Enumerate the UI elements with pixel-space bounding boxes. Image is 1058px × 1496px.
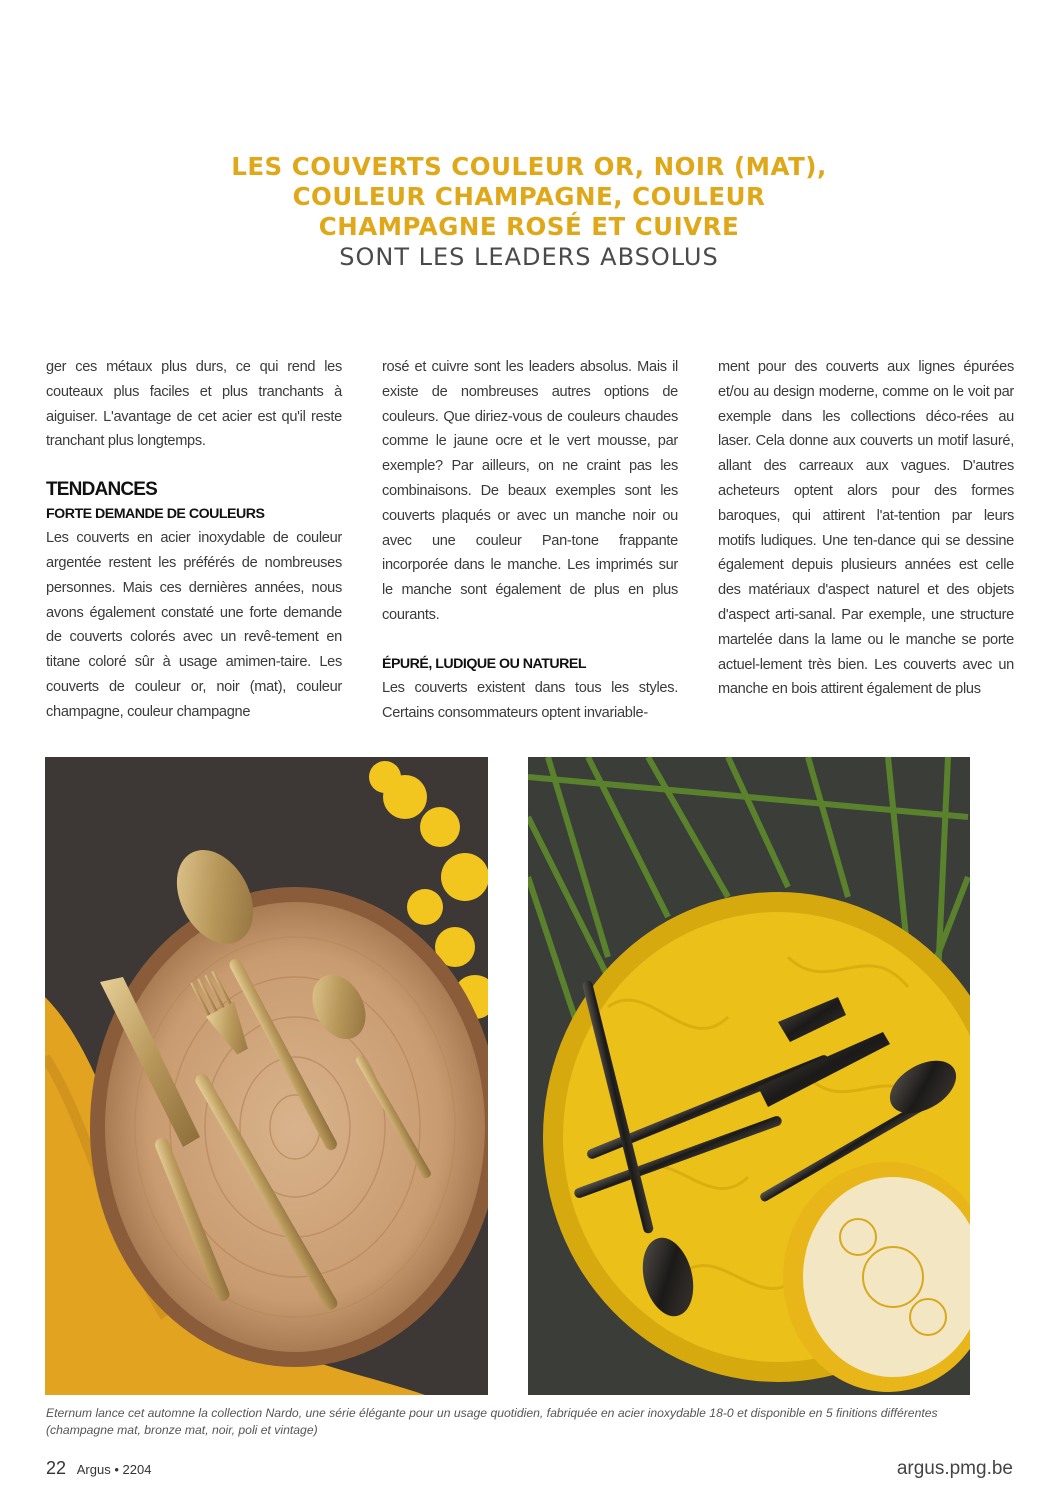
column3-body: ment pour des couverts aux lignes épurées et/ou au design moderne, comme on le voit par exemple dans les collections déco-rées au laser. Cela donne aux couverts un motif lasuré, allant des carreaux aux vagues. D'autres acheteurs optent alors pour des formes baroques, qui attirent l'at-tention par leurs motifs ludiques. Une ten-dance qui se dessine également depuis plusieurs années est celle des matériaux d'aspect naturel et des objets d'aspect arti-sanal. Par exemple, une structure martelée dans la lame ou le manche se porte actuel-lement très bien. Les couverts avec un manche en bois attirent également de plus — [718, 359, 1014, 698]
photo-black-cutlery — [528, 757, 970, 1395]
article-column-2 — [382, 355, 678, 725]
gold-cutlery-illustration — [45, 757, 488, 1395]
subheading-epure: ÉPURÉ, LUDIQUE OU NATUREL — [382, 655, 586, 672]
photo-caption: Eternum lance cet automne la collection Nardo, une série élégante pour un usage quotidien, fabriquée en acier inoxydable 18-0 et disponible en 5 finitions différentes (champagne mat, bronze mat, noir, poli et vintage) — [46, 1406, 938, 1437]
headline-line-1: LES COUVERTS COULEUR OR, NOIR (MAT), — [231, 152, 827, 181]
column1-body: Les couverts en acier inoxydable de couleur argentée restent les préférés de nombreuses personnes. Mais ces dernières années, nous avons également constaté une forte demande de couverts colorés avec un revê-tement en titane coloré sûr à usage amimen-taire. Les couverts de couleur or, noir (mat), couleur champagne, couleur champagne — [46, 530, 342, 720]
subheading-couleurs: FORTE DEMANDE DE COULEURS — [46, 506, 265, 523]
column1-intro: ger ces métaux plus durs, ce qui rend les couteaux plus faciles et plus tranchants à aiguiser. L'avantage de cet acier est qu'il reste tranchant plus longtemps. — [46, 359, 342, 450]
website-link[interactable]: argus.pmg.be — [896, 1458, 1013, 1479]
headline-subline: SONT LES LEADERS ABSOLUS — [339, 243, 719, 271]
footer-left — [46, 1458, 151, 1479]
headline — [0, 152, 1058, 272]
article-column-1 — [46, 355, 342, 725]
headline-line-3: CHAMPAGNE ROSÉ ET CUIVRE — [318, 212, 740, 241]
article-column-3 — [718, 355, 1014, 702]
magazine-issue: Argus • 2204 — [76, 1462, 152, 1477]
black-cutlery-illustration — [528, 757, 970, 1395]
photo-gold-cutlery — [45, 757, 488, 1395]
page-number: 22 — [46, 1458, 67, 1478]
column2-body: rosé et cuivre sont les leaders absolus. Mais il existe de nombreuses autres options de couleurs. Que diriez-vous de couleurs chaudes comme le jaune ocre et le vert mousse, par exemple? Par ailleurs, on ne craint pas les combinaisons. De beaux exemples sont les couverts plaqués or avec un manche noir ou avec une couleur Pan-tone frappante incorporée dans le manche. Les imprimés sur le manche sont également de plus en plus courants. — [382, 359, 678, 623]
section-title-tendances: TENDANCES — [46, 479, 158, 501]
headline-line-2: COULEUR CHAMPAGNE, COULEUR — [292, 182, 766, 211]
column2-body2: Les couverts existent dans tous les styles. Certains consommateurs optent invariable- — [382, 679, 678, 721]
